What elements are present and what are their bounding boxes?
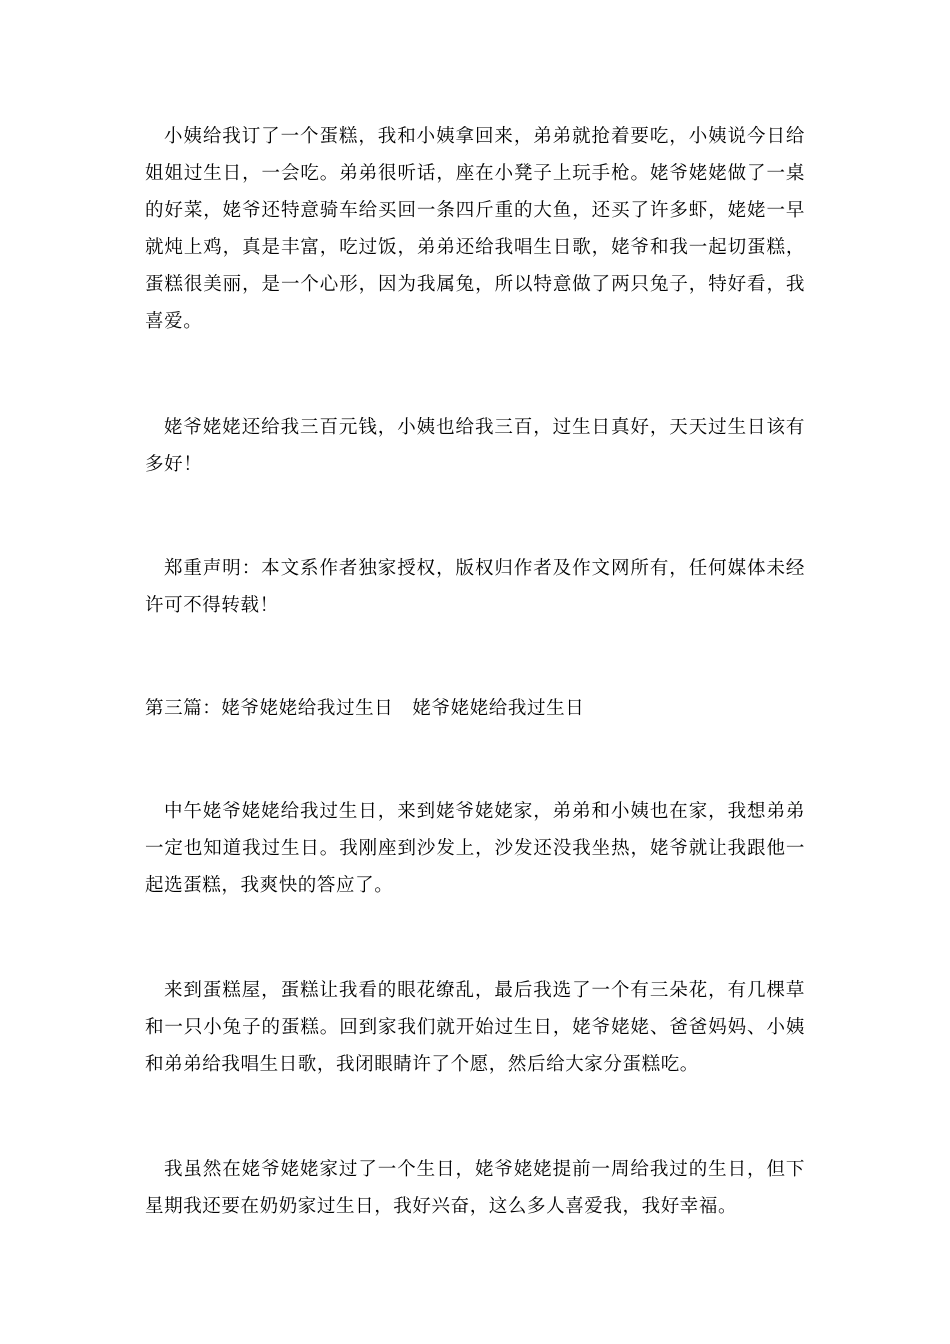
paragraph-gift-money: 姥爷姥姥还给我三百元钱，小姨也给我三百，过生日真好，天天过生日该有多好！	[145, 417, 805, 475]
paragraph-cake-order: 小姨给我订了一个蛋糕，我和小姨拿回来，弟弟就抢着要吃，小姨说今日给姐姐过生日，一会吃。弟弟很听话，座在小凳子上玩手枪。姥爷姥姥做了一桌的好菜，姥爷还特意骑车给买回一条四斤重的大鱼，还买了许多虾，姥姥一早就炖上鸡，真是丰富，吃过饭，弟弟还给我唱生日歌，姥爷和我一起切蛋糕，蛋糕很美丽，是一个心形，因为我属兔，所以特意做了两只兔子，特好看，我喜爱。	[145, 126, 805, 332]
paragraph-noon-birthday: 中午姥爷姥姥给我过生日，来到姥爷姥姥家，弟弟和小姨也在家，我想弟弟一定也知道我过生日。我刚座到沙发上，沙发还没我坐热，姥爷就让我跟他一起选蛋糕，我爽快的答应了。	[145, 801, 805, 896]
paragraph-cake-shop: 来到蛋糕屋，蛋糕让我看的眼花缭乱，最后我选了一个有三朵花，有几棵草和一只小兔子的蛋糕。回到家我们就开始过生日，姥爷姥姥、爸爸妈妈、小姨和弟弟给我唱生日歌，我闭眼睛许了个愿，然后给大家分蛋糕吃。	[145, 980, 805, 1075]
section-heading: 第三篇：姥爷姥姥给我过生日 姥爷姥姥给我过生日	[145, 698, 585, 719]
paragraph-next-week: 我虽然在姥爷姥姥家过了一个生日，姥爷姥姥提前一周给我过的生日，但下星期我还要在奶奶家过生日，我好兴奋，这么多人喜爱我，我好幸福。	[145, 1159, 805, 1217]
paragraph-copyright-notice: 郑重声明：本文系作者独家授权，版权归作者及作文网所有，任何媒体未经许可不得转载！	[145, 558, 805, 616]
